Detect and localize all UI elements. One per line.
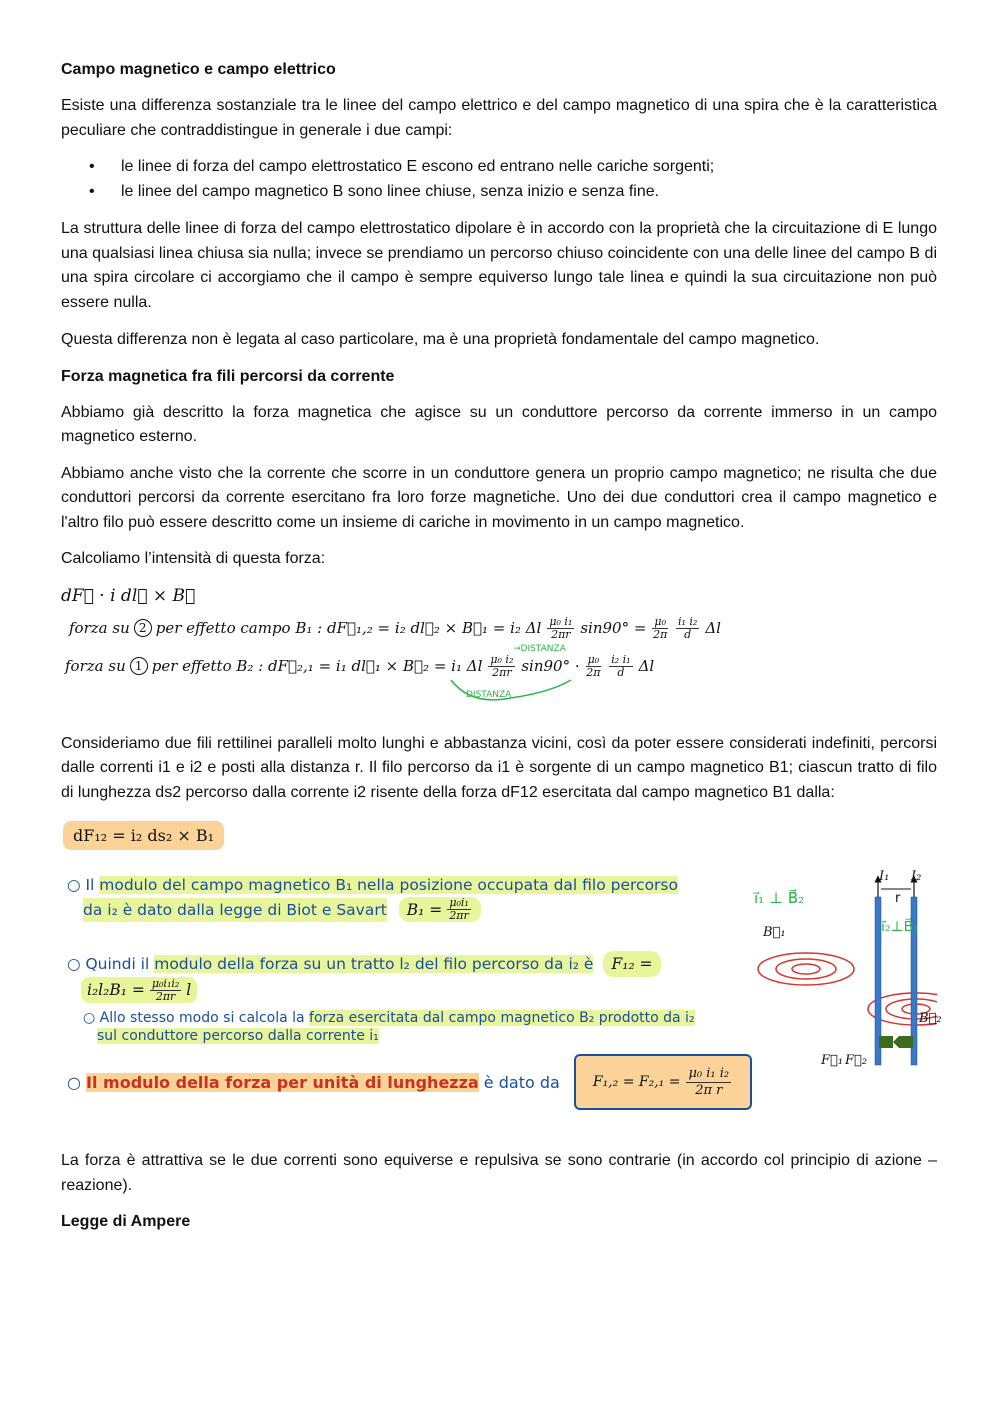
- heading-legge-ampere: Legge di Ampere: [61, 1213, 191, 1230]
- hand-perp-1: i⃗₁ ⊥ B⃗₂: [754, 889, 805, 907]
- label-I1: I₁: [879, 869, 890, 884]
- paragraph-3: Questa differenza non è legata al caso particolare, ma è una proprietà fondamentale del campo magnetico.: [61, 331, 820, 348]
- formula-dF12: dF₁₂ = i₂ ds₂ × B₁: [63, 821, 224, 850]
- hand-line-1: [69, 616, 721, 641]
- label-B1: B⃗₁: [763, 925, 786, 940]
- bullet-symbol: •: [89, 182, 95, 200]
- hand-text: Δl: [705, 619, 721, 637]
- fig-highlight: modulo della forza su un tratto l₂ del filo percorso da i₂ è: [154, 955, 594, 973]
- label-I2: I₂: [911, 869, 922, 884]
- label-B2: B⃗₂: [919, 1011, 942, 1026]
- boxed-formula: F₁,₂ = F₂,₁ = $\frac{\text{μ₀ i₁ i₂}}{\text{2π r}}$: [574, 1054, 752, 1110]
- hand-line-2: [65, 654, 654, 679]
- fig-text: ○: [67, 1073, 87, 1092]
- handwritten-notes: [61, 586, 937, 726]
- fig-text: ○ Allo stesso modo si calcola la: [83, 1010, 310, 1026]
- bullet-text: le linee di forza del campo elettrostatico E escono ed entrano nelle cariche sorgenti;: [121, 158, 715, 175]
- hand-note-distanza-1: →DISTANZA: [513, 643, 566, 654]
- fig-highlight-bold: Il modulo della forza per unità di lunghezza: [86, 1073, 479, 1092]
- paragraph-8: La forza è attrattiva se le due correnti sono equiverse e repulsiva se sono contrarie (in accordo col principio di azione – reazione).: [61, 1152, 937, 1194]
- bullet-text: le linee del campo magnetico B sono linee chiuse, senza inizio e senza fine.: [121, 182, 660, 200]
- fig-highlight: forza esercitata dal campo magnetico B₂ prodotto da i₂: [309, 1010, 695, 1026]
- hand-line-0: dF⃗ · i dl⃗ × B⃗: [61, 585, 196, 606]
- formula-F12: i₂l₂B₁ = $\frac{\text{μ₀i₁i₂}}{2\pi r}$ l: [81, 977, 197, 1003]
- fig-highlight: modulo del campo magnetico B₁ nella posizione occupata dal filo percorso: [99, 876, 678, 894]
- hand-text: per effetto campo B₁ : dF⃗₁,₂ = i₂ dl⃗₂ × B⃗₁ = i₂ Δl: [155, 619, 542, 637]
- hand-note-distanza-2: DISTANZA: [466, 689, 512, 700]
- bullet-item: [61, 155, 937, 180]
- distanza-arrow: [441, 678, 601, 708]
- formula-F12-lhs: F₁₂ =: [603, 951, 660, 977]
- physics-figure: [61, 821, 942, 1121]
- fig-text: ○ Il: [67, 876, 100, 894]
- hand-perp-2: i⃗₂⊥B⃗₁: [881, 919, 919, 935]
- label-r: r: [895, 891, 901, 906]
- hand-text: per effetto B₂ : dF⃗₂,₁ = i₁ dl⃗₁ × B⃗₂ = i₁ Δl: [151, 657, 483, 675]
- bullet-symbol: •: [89, 158, 95, 175]
- paragraph-7: Consideriamo due fili rettilinei paralleli molto lunghi e abbastanza vicini, così da poter essere considerati indefiniti, percorsi dalle correnti i1 e i2 e posti alla distanza r. Il filo percorso da i1 è sorgente di un campo magnetico B1; ciascun tratto di filo di lunghezza ds2 percorso dalla corrente i2 risente della forza dF12 esercitata dal campo magnetico B1 dalla:: [61, 734, 937, 801]
- fig-text: è dato da: [478, 1073, 560, 1092]
- figure-bullet-c: [83, 1009, 695, 1045]
- figure-bullet-a: [67, 873, 678, 922]
- document-page: [61, 58, 942, 1234]
- hand-fraction: $\frac{\text{μ₀}}{2\pi}$: [586, 652, 601, 679]
- fig-highlight: sul conduttore percorso dalla corrente i₁: [97, 1028, 379, 1044]
- circled-number: 1: [130, 657, 148, 675]
- circled-number: 2: [134, 619, 152, 637]
- hand-fraction: $\frac{\text{μ₀}}{2\pi}$: [653, 614, 668, 641]
- hand-text: forza su: [69, 619, 130, 637]
- figure-bullet-b: [67, 951, 661, 1003]
- hand-text: Δl: [638, 657, 655, 675]
- label-F2: F⃗₂: [845, 1053, 868, 1068]
- hand-fraction: $\frac{\text{i₁ i₂}}{d}$: [677, 614, 698, 641]
- paragraph-2: La struttura delle linee di forza del campo elettrostatico dipolare è in accordo con la proprietà che la circuitazione di E lungo una qualsiasi linea chiusa sia nulla; invece se prendiamo un percorso chiuso coincidente con una delle linee del campo B di una spira circolare ci accorgiamo che il campo è sempre equiverso lungo tale linea e quindi la sua circuitazione non può essere nulla.: [61, 220, 937, 311]
- paragraph-5: Abbiamo anche visto che la corrente che scorre in un conduttore genera un proprio campo magnetico; ne risulta che due conduttori percorsi da corrente esercitano fra loro forze magnetiche. Uno dei due conduttori crea il campo magnetico e l'altro filo può essere descritto come un insieme di cariche in movimento in un campo magnetico.: [61, 464, 937, 531]
- fig-text: ○ Quindi il: [67, 955, 155, 973]
- biot-savart-formula: B₁ = $\frac{\text{μ₀i₁}}{2\pi r}$: [399, 897, 481, 922]
- hand-text: sin90° ·: [521, 657, 580, 675]
- heading-forza-magnetica: Forza magnetica fra fili percorsi da corrente: [61, 367, 395, 385]
- paragraph-1: Esiste una differenza sostanziale tra le linee del campo elettrico e del campo magnetico di una spira che è la caratteristica peculiare che contraddistingue in generale i due campi:: [61, 97, 937, 139]
- fig-highlight: da i₂ è dato dalla legge di Biot e Savart: [83, 898, 387, 922]
- bullet-list: [61, 155, 937, 204]
- heading-campo-magnetico: Campo magnetico e campo elettrico: [61, 61, 336, 78]
- paragraph-4: Abbiamo già descritto la forza magnetica che agisce su un conduttore percorso da corrente immerso in un campo magnetico esterno.: [61, 403, 937, 445]
- hand-fraction: $\frac{\text{μ₀ i₁}}{2\pi r}$: [549, 614, 573, 641]
- hand-fraction: $\frac{\text{i₂ i₁}}{d}$: [611, 652, 631, 679]
- hand-fraction: $\frac{\text{μ₀ i₂}}{2\pi r}$: [490, 652, 514, 679]
- bullet-item: [61, 180, 937, 205]
- hand-text: forza su: [65, 657, 126, 675]
- paragraph-6: Calcoliamo l’intensità di questa forza:: [61, 550, 326, 567]
- label-F1: F⃗₁: [821, 1053, 844, 1068]
- figure-bullet-d: [67, 1073, 560, 1092]
- hand-text: sin90° =: [580, 619, 647, 637]
